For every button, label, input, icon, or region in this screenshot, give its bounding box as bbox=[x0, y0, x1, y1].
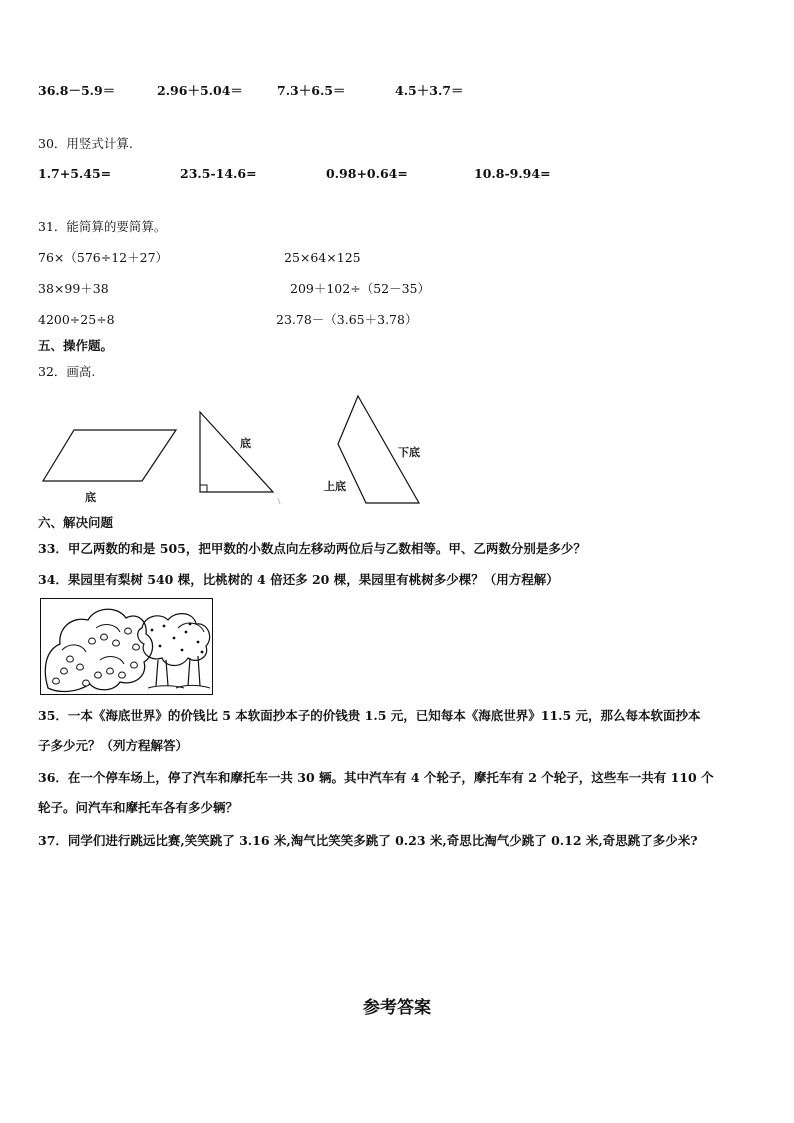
q29-item-2: 2.96＋5.04＝ bbox=[157, 83, 243, 98]
q30-item-4: 10.8-9.94= bbox=[474, 166, 551, 181]
answers-title: 参考答案 bbox=[363, 998, 431, 1018]
q31-item-3: 38×99＋38 bbox=[38, 281, 109, 296]
q32-heading: 32．画高. bbox=[38, 364, 96, 379]
q30-heading: 30．用竖式计算. bbox=[38, 136, 133, 151]
triangle-base-label: 底 bbox=[240, 437, 251, 450]
q35-line-2: 子多少元？（列方程解答） bbox=[38, 738, 189, 753]
q31-heading: 31．能简算的要简算。 bbox=[38, 219, 167, 234]
parallelogram-base-label: 底 bbox=[85, 491, 96, 504]
q30-item-3: 0.98+0.64= bbox=[326, 166, 408, 181]
right-triangle-figure bbox=[195, 408, 285, 508]
trapezoid-lower-base-label: 下底 bbox=[398, 446, 420, 459]
parallelogram-figure bbox=[40, 428, 180, 484]
q30-item-2: 23.5-14.6= bbox=[180, 166, 257, 181]
section6-heading: 六、解决问题 bbox=[38, 515, 114, 530]
orchard-illustration bbox=[40, 598, 214, 696]
q31-item-4: 209＋102÷（52－35） bbox=[290, 281, 431, 296]
q37-text: 37．同学们进行跳远比赛,笑笑跳了 3.16 米,淘气比笑笑多跳了 0.23 米,奇思比淘气少跳了 0.12 米,奇思跳了多少米? bbox=[38, 833, 698, 848]
q29-item-3: 7.3＋6.5＝ bbox=[277, 83, 346, 98]
q31-item-5: 4200÷25÷8 bbox=[38, 312, 115, 327]
q29-item-4: 4.5＋3.7＝ bbox=[395, 83, 464, 98]
q33-text: 33．甲乙两数的和是 505，把甲数的小数点向左移动两位后与乙数相等。甲、乙两数分别是多少？ bbox=[38, 541, 586, 556]
q31-item-6: 23.78－（3.65＋3.78） bbox=[276, 312, 418, 327]
section5-heading: 五、操作题。 bbox=[38, 338, 114, 353]
trapezoid-upper-base-label: 上底 bbox=[324, 480, 346, 493]
q31-item-1: 76×（576÷12＋27） bbox=[38, 250, 169, 265]
q29-item-1: 36.8－5.9＝ bbox=[38, 83, 116, 98]
q34-text: 34．果园里有梨树 540 棵，比桃树的 4 倍还多 20 棵，果园里有桃树多少棵？（用方程解） bbox=[38, 572, 559, 587]
q35-line-1: 35．一本《海底世界》的价钱比 5 本软面抄本子的价钱贵 1.5 元，已知每本《海底世界》11.5 元，那么每本软面抄本 bbox=[38, 708, 701, 723]
q30-item-1: 1.7+5.45= bbox=[38, 166, 112, 181]
q36-line-1: 36．在一个停车场上，停了汽车和摩托车一共 30 辆。其中汽车有 4 个轮子，摩托车有 2 个轮子，这些车一共有 110 个 bbox=[38, 770, 714, 785]
q36-line-2: 轮子。问汽车和摩托车各有多少辆？ bbox=[38, 800, 239, 815]
q31-item-2: 25×64×125 bbox=[284, 250, 361, 265]
